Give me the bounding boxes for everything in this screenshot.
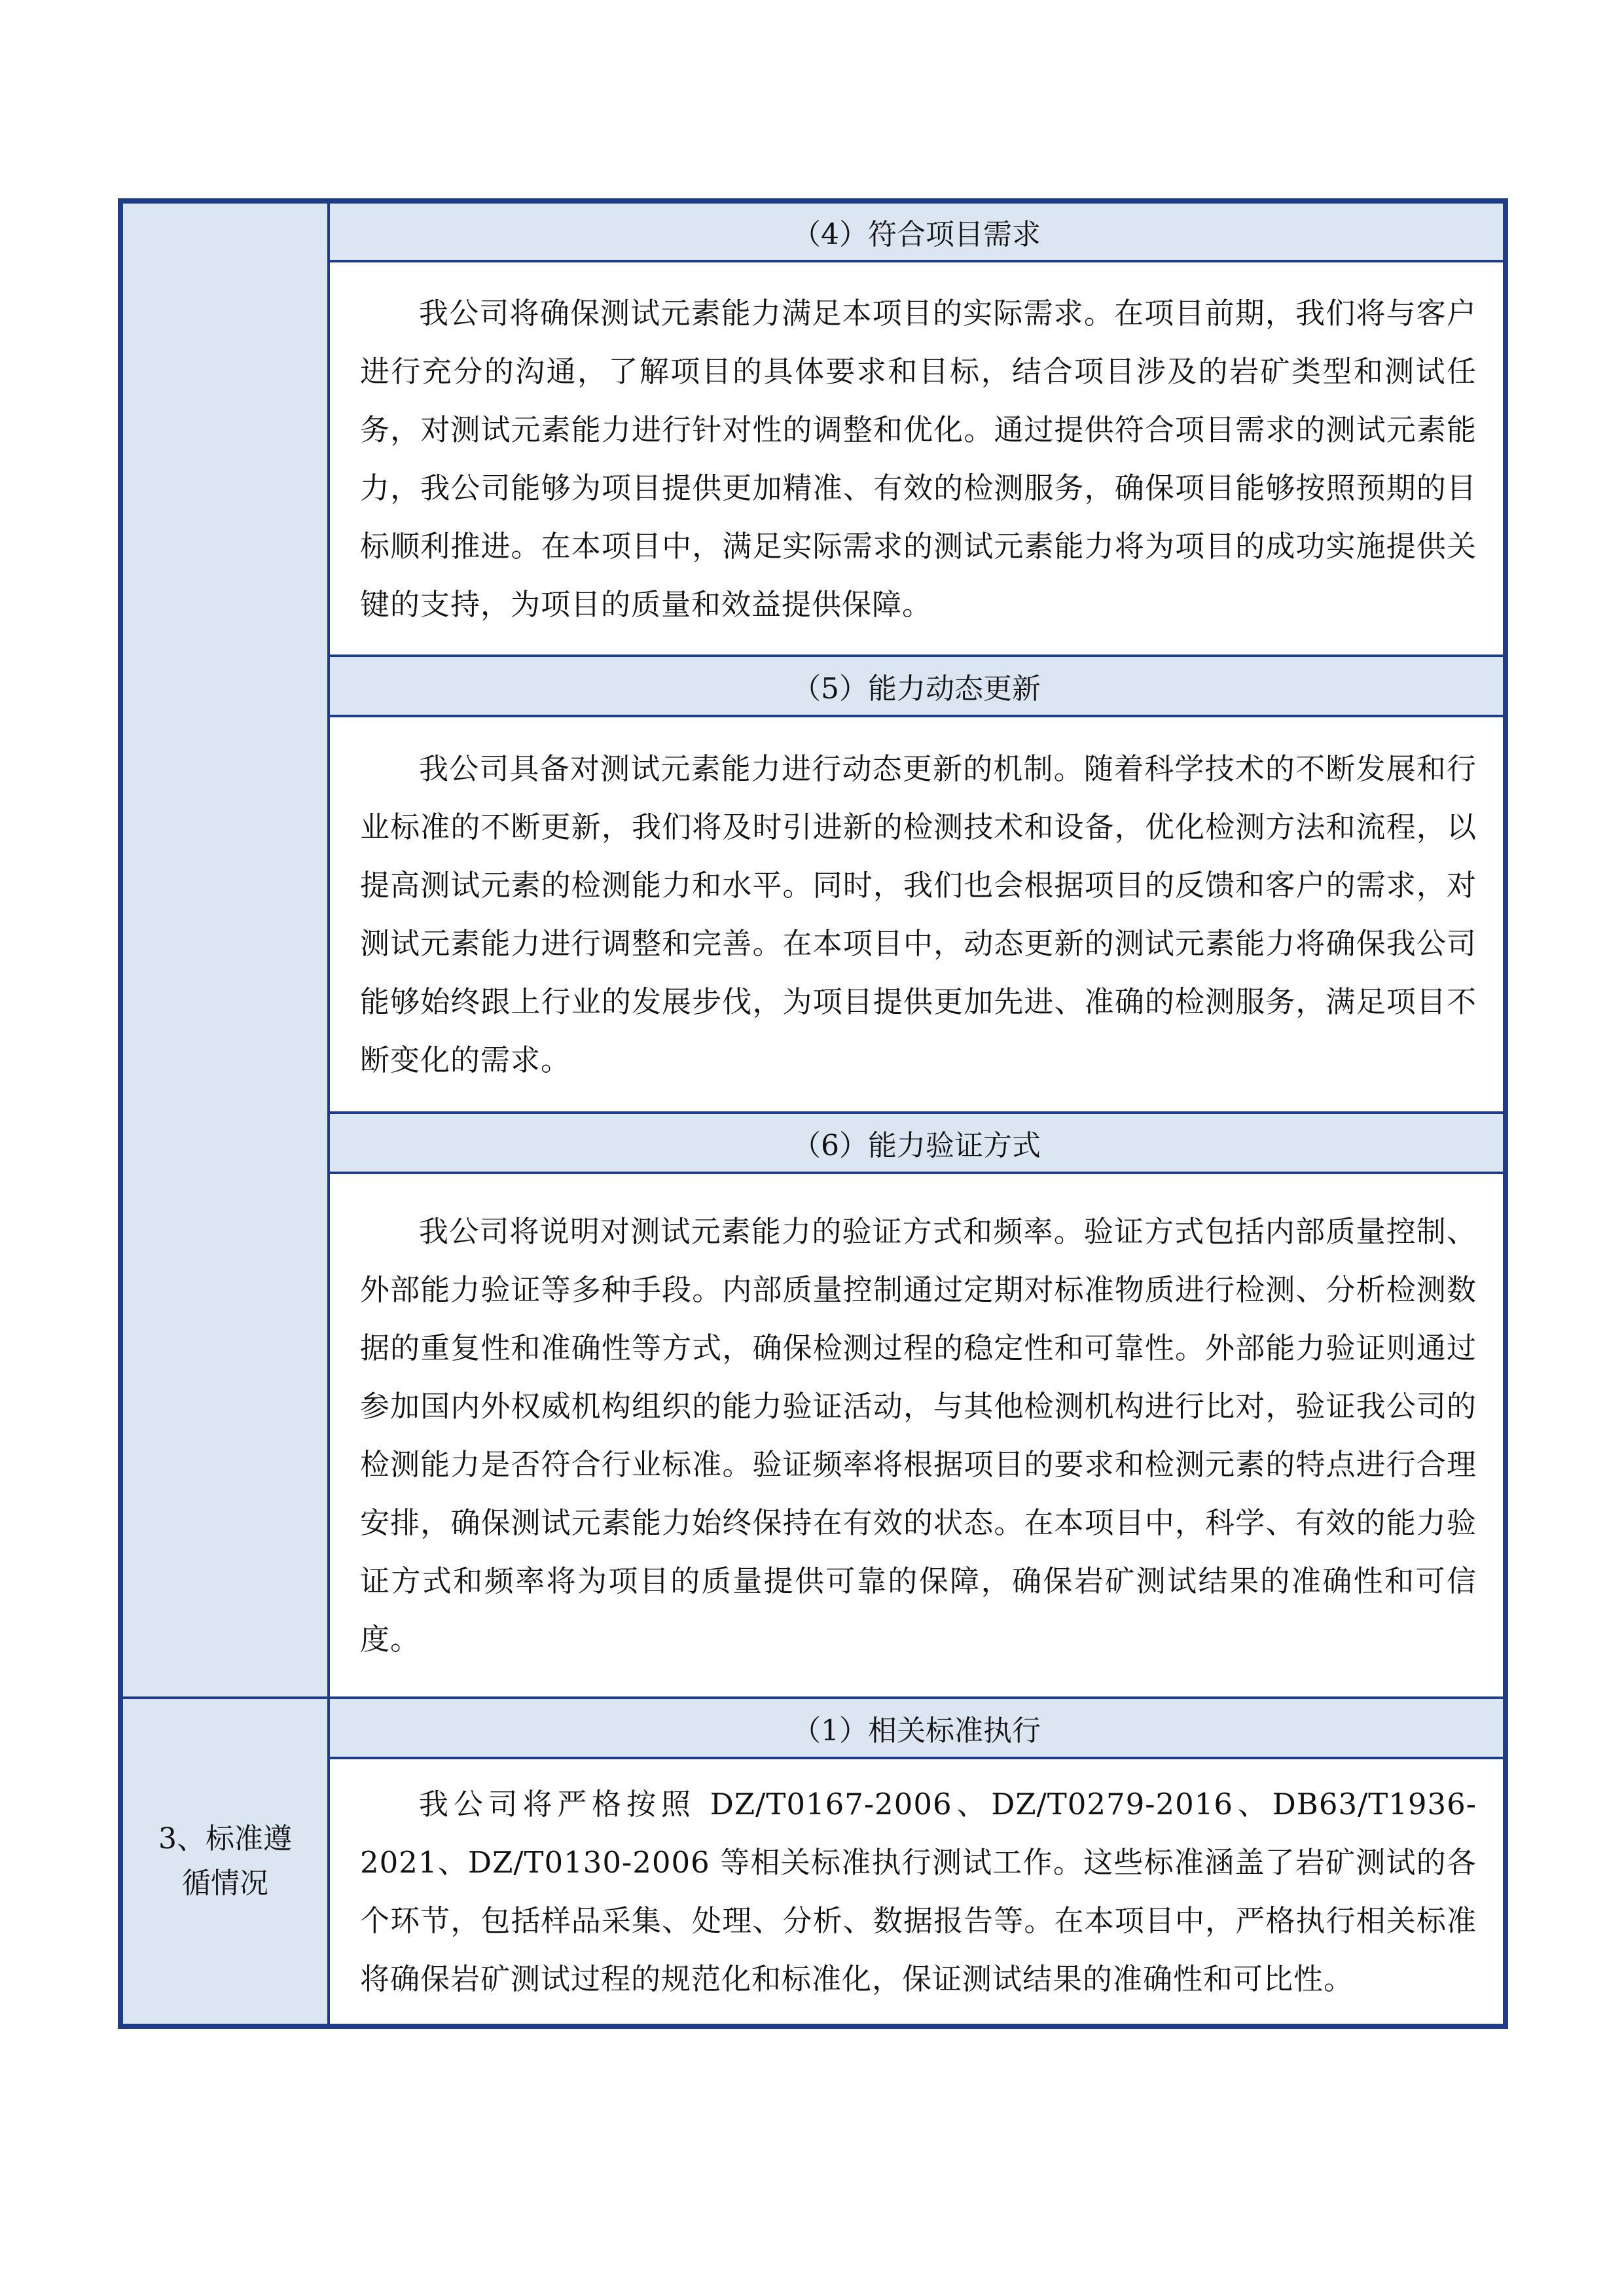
section-body-4	[329, 261, 1506, 656]
table-row	[120, 1698, 1506, 1758]
section-heading-6: （6）能力验证方式	[329, 1113, 1506, 1173]
section-heading-5: （5）能力动态更新	[329, 656, 1506, 716]
standards-category-label: 3、标准遵循情况	[158, 1822, 292, 1900]
standards-category-cell	[120, 1698, 329, 2026]
section-heading-4: （4）符合项目需求	[329, 201, 1506, 261]
left-category-cell-empty	[120, 201, 329, 1698]
content-table	[118, 198, 1508, 2029]
section-body-text: 我公司具备对测试元素能力进行动态更新的机制。随着科学技术的不断发展和行业标准的不断更新，我们将及时引进新的检测技术和设备，优化检测方法和流程，以提高测试元素的检测能力和水平。同时，我们也会根据项目的反馈和客户的需求，对测试元素能力进行调整和完善。在本项目中，动态更新的测试元素能力将确保我公司能够始终跟上行业的发展步伐，为项目提供更加先进、准确的检测服务，满足项目不断变化的需求。	[360, 751, 1477, 1077]
standards-body	[329, 1758, 1506, 2026]
section-body-5	[329, 716, 1506, 1113]
section-body-text: 我公司将说明对测试元素能力的验证方式和频率。验证方式包括内部质量控制、外部能力验证等多种手段。内部质量控制通过定期对标准物质进行检测、分析检测数据的重复性和准确性等方式，确保检测过程的稳定性和可靠性。外部能力验证则通过参加国内外权威机构组织的能力验证活动，与其他检测机构进行比对，验证我公司的检测能力是否符合行业标准。验证频率将根据项目的要求和检测元素的特点进行合理安排，确保测试元素能力始终保持在有效的状态。在本项目中，科学、有效的能力验证方式和频率将为项目的质量提供可靠的保障，确保岩矿测试结果的准确性和可信度。	[360, 1214, 1477, 1657]
table-row	[120, 201, 1506, 261]
table-row	[120, 261, 1506, 656]
table-row	[120, 656, 1506, 716]
section-body-text: 我公司将确保测试元素能力满足本项目的实际需求。在项目前期，我们将与客户进行充分的沟通，了解项目的具体要求和目标，结合项目涉及的岩矿类型和测试任务，对测试元素能力进行针对性的调整和优化。通过提供符合项目需求的测试元素能力，我公司能够为项目提供更加精准、有效的检测服务，确保项目能够按照预期的目标顺利推进。在本项目中，满足实际需求的测试元素能力将为项目的成功实施提供关键的支持，为项目的质量和效益提供保障。	[360, 295, 1477, 622]
table-row	[120, 716, 1506, 1113]
table-row	[120, 1113, 1506, 1173]
standards-body-text: 我公司将严格按照 DZ/T0167-2006、DZ/T0279-2016、DB63/T1936-2021、DZ/T0130-2006 等相关标准执行测试工作。这些标准涵盖了岩矿测试的各个环节，包括样品采集、处理、分析、数据报告等。在本项目中，严格执行相关标准将确保岩矿测试过程的规范化和标准化，保证测试结果的准确性和可比性。	[360, 1787, 1477, 1996]
table-row	[120, 1758, 1506, 2026]
table-row	[120, 1173, 1506, 1698]
standards-heading: （1）相关标准执行	[329, 1698, 1506, 1758]
section-body-6	[329, 1173, 1506, 1698]
